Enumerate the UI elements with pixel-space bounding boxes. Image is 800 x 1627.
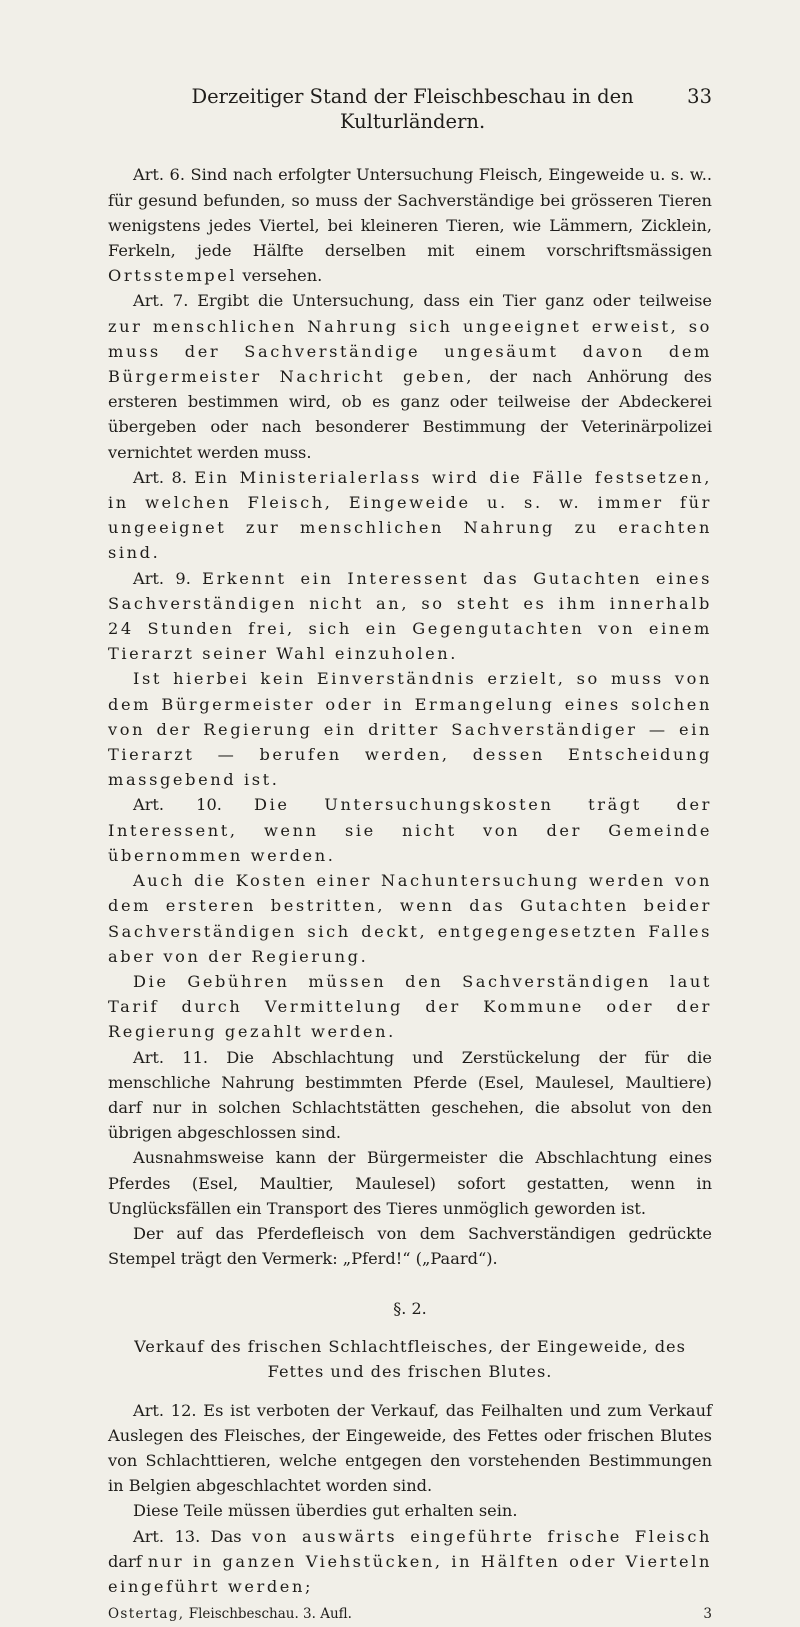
paragraph: Art. 13. Das von auswärts eingeführte frische Fleisch darf nur in ganzen Viehstücken, in Hälften oder Vierteln eingeführt werden; xyxy=(108,1526,713,1596)
page-number: 33 xyxy=(687,85,712,108)
signature-line xyxy=(108,1602,712,1627)
body-text-2 xyxy=(108,1398,712,1600)
paragraph: Art. 7. Ergibt die Untersuchung, dass ein Tier ganz oder teilweise zur menschlichen Nahrung sich ungeeignet erweist, so muss der Sachverständige ungesäumt davon dem Bürgermeister Nachricht geben, der nach Anhörung des ersteren bestimmen wird, ob es ganz oder teilweise der Abdeckerei übergeben oder nach besonderer Bestimmung der Veterinärpolizei vernichtet werden muss. xyxy=(108,291,712,462)
paragraph: Art. 10. Die Untersuchungskosten trägt der Interessent, wenn sie nicht von der Gemeinde übernommen werden. xyxy=(108,795,713,865)
book-page xyxy=(108,84,712,1627)
section-title: Verkauf des frischen Schlachtfleisches, der Eingeweide, des Fettes und des frischen Blutes. xyxy=(134,1336,686,1381)
paragraph: Art. 8. Ein Ministerialerlass wird die Fälle festsetzen, in welchen Fleisch, Eingeweide u. s. w. immer für ungeeignet zur menschlichen Nahrung zu erachten sind. xyxy=(108,467,712,563)
paragraph: Ist hierbei kein Einverständnis erzielt, so muss von dem Bürgermeister oder in Ermangelung eines solchen von der Regierung ein dritter Sachverständiger — ein Tierarzt — berufen werden, dessen Entscheidung massgebend ist. xyxy=(108,669,712,790)
body-text xyxy=(108,162,712,1271)
footer-book: Fleischbeschau. 3. Aufl. xyxy=(184,1606,352,1623)
page-title: Derzeitiger Stand der Fleischbeschau in den Kulturländern. xyxy=(191,85,634,134)
paragraph: Ausnahmsweise kann der Bürgermeister die Abschlachtung eines Pferdes (Esel, Maultier, Maulesel) sofort gestatten, wenn in Unglücksfällen ein Transport des Tieres unmöglich geworden ist. xyxy=(108,1148,712,1218)
paragraph: Art. 12. Es ist verboten der Verkauf, das Feilhalten und zum Verkauf Auslegen des Fleisches, der Eingeweide, des Fettes oder frischen Blutes von Schlachttieren, welche entgegen den vorstehenden Bestimmungen in Belgien abgeschlachtet worden sind. xyxy=(108,1400,712,1496)
section-mark: §. 2. xyxy=(393,1299,427,1319)
footer-author: Ostertag, xyxy=(108,1606,185,1623)
paragraph: Art. 6. Sind nach erfolgter Untersuchung Fleisch, Eingeweide u. s. w.. für gesund befunden, so muss der Sachverständige bei grösseren Tieren wenigstens jedes Viertel, bei kleineren Tieren, wie Lämmern, Zicklein, Ferkeln, jede Hälfte derselben mit einem vorschriftsmässigen Ortsstempel versehen. xyxy=(108,165,712,286)
paragraph: Art. 9. Erkennt ein Interessent das Gutachten eines Sachverständigen nicht an, so steht es ihm innerhalb 24 Stunden frei, sich ein Gegengutachten von einem Tierarzt seiner Wahl einzuholen. xyxy=(108,568,712,664)
sheet-number: 3 xyxy=(703,1606,712,1623)
paragraph: Auch die Kosten einer Nachuntersuchung werden von dem ersteren bestritten, wenn das Gutachten beider Sachverständigen sich deckt, entgegengesetzten Falles aber von der Regierung. xyxy=(108,871,712,966)
paragraph: Art. 11. Die Abschlachtung und Zerstückelung der für die menschliche Nahrung bestimmten Pferde (Esel, Maulesel, Maultiere) darf nur in solchen Schlachtstätten geschehen, die absolut von den übrigen abgeschlossen sind. xyxy=(108,1047,712,1143)
paragraph: Die Gebühren müssen den Sachverständigen laut Tarif durch Vermittelung der Kommune oder der Regierung gezahlt werden. xyxy=(108,971,712,1042)
paragraph: Der auf das Pferdefleisch von dem Sachverständigen gedrückte Stempel trägt den Vermerk: „Pferd!“ („Paard“). xyxy=(108,1223,712,1269)
paragraph: Diese Teile müssen überdies gut erhalten sein. xyxy=(133,1501,518,1521)
running-head xyxy=(108,84,712,134)
